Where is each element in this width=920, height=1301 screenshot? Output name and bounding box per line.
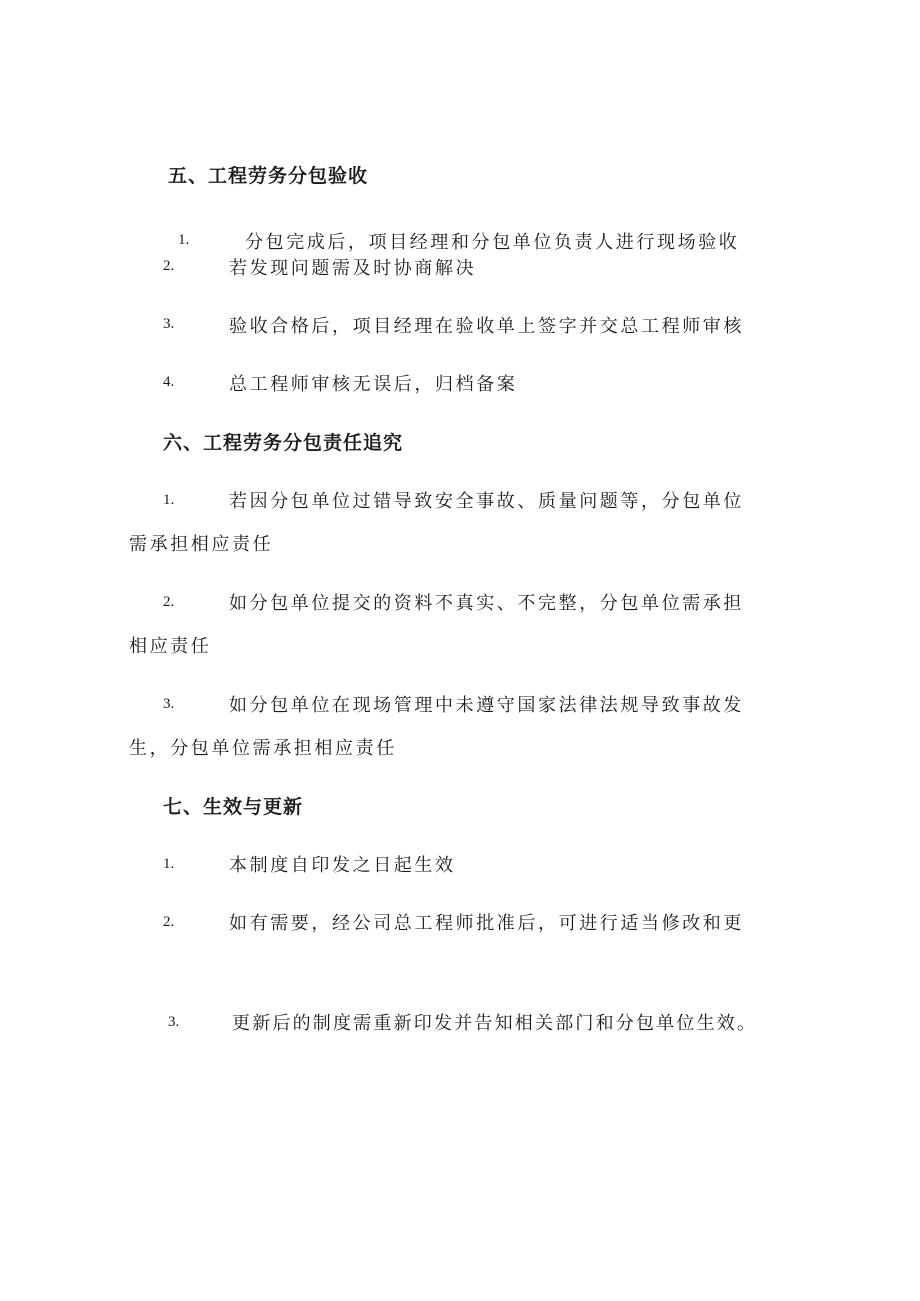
section-7-item-2-text: 如有需要，经公司总工程师批准后，可进行适当修改和更 xyxy=(229,913,744,934)
section-6-item-2-line-2: 相应责任 xyxy=(129,636,212,657)
section-7-heading: 七、生效与更新 xyxy=(163,796,304,818)
section-5-item-1-number: 1. xyxy=(178,232,190,248)
section-6-item-3-line-2: 生，分包单位需承担相应责任 xyxy=(129,738,397,759)
section-5-item-1-text: 分包完成后，项目经理和分包单位负责人进行现场验收 xyxy=(245,232,740,253)
section-5-item-4-number: 4. xyxy=(163,374,175,390)
section-5-item-2-text: 若发现问题需及时协商解决 xyxy=(229,258,477,279)
section-5-item-3-text: 验收合格后，项目经理在验收单上签字并交总工程师审核 xyxy=(229,316,744,337)
section-7-item-3-number: 3. xyxy=(168,1014,180,1030)
section-6-item-1-line-1: 若因分包单位过错导致安全事故、质量问题等，分包单位 xyxy=(229,491,744,512)
section-6-item-1-line-2: 需承担相应责任 xyxy=(129,534,274,555)
section-7-item-1-number: 1. xyxy=(163,856,175,872)
section-7-item-2-number: 2. xyxy=(163,914,175,930)
section-5-heading: 五、工程劳务分包验收 xyxy=(168,165,369,187)
section-6-item-2-number: 2. xyxy=(163,594,175,610)
section-5-item-4-text: 总工程师审核无误后，归档备案 xyxy=(229,374,518,395)
section-5-item-2-number: 2. xyxy=(163,258,175,274)
section-5-item-3-number: 3. xyxy=(163,316,175,332)
section-6-item-3-number: 3. xyxy=(163,696,175,712)
section-7-item-1-text: 本制度自印发之日起生效 xyxy=(229,855,456,876)
section-7-item-3-text: 更新后的制度需重新印发并告知相关部门和分包单位生效。 xyxy=(232,1013,758,1034)
section-6-item-3-line-1: 如分包单位在现场管理中未遵守国家法律法规导致事故发 xyxy=(229,695,744,716)
section-6-heading: 六、工程劳务分包责任追究 xyxy=(163,432,404,454)
section-6-item-1-number: 1. xyxy=(163,492,175,508)
section-6-item-2-line-1: 如分包单位提交的资料不真实、不完整，分包单位需承担 xyxy=(229,593,744,614)
